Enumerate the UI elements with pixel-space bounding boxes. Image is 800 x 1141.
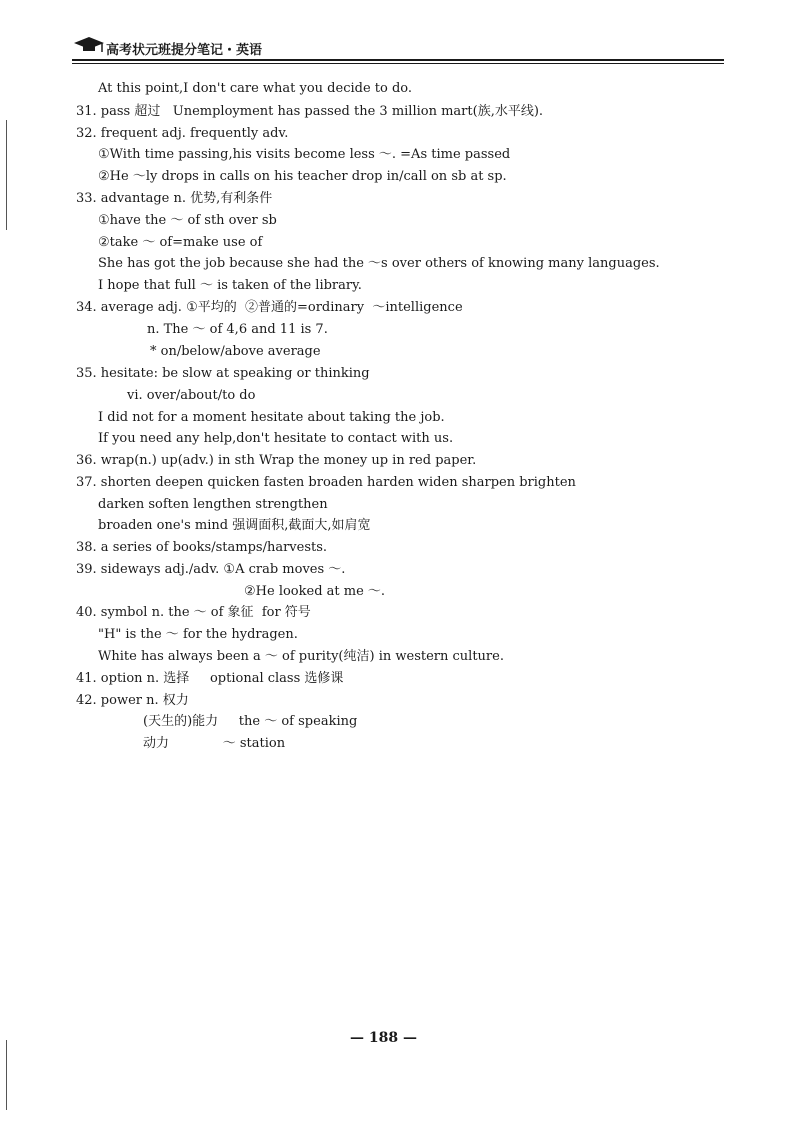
entry-33: 33. advantage n. 优势,有利条件 [76,191,273,206]
text-line: At this point,I don't care what you decide to do. [98,81,413,96]
text-line: "H" is the ～ for the hydragen. [98,627,298,642]
text-line: 动力 ～ station [143,736,286,751]
entry-37: 37. shorten deepen quicken fasten broaden harden widen sharpen brighten [76,475,576,490]
scan-edge-mark [6,1040,7,1110]
text-line: She has got the job because she had the ～s over others of knowing many languages. [98,256,660,271]
text-line: (天生的)能力 the ～ of speaking [143,714,358,729]
text-line: I hope that full ～ is taken of the library. [98,278,362,293]
text-line: darken soften lengthen strengthen [98,497,328,512]
entry-34: 34. average adj. ①平均的 ②普通的=ordinary ～intelligence [76,300,463,315]
entry-36: 36. wrap(n.) up(adv.) in sth Wrap the money up in red paper. [76,453,477,468]
text-line: ①have the ～ of sth over sb [98,213,277,228]
entry-41: 41. option n. 选择 optional class 选修课 [76,671,344,686]
entry-39: 39. sideways adj./adv. ①A crab moves ～. [76,562,346,577]
scan-edge-mark [6,120,7,230]
entry-42: 42. power n. 权力 [76,693,189,708]
text-line: ②He ～ly drops in calls on his teacher drop in/call on sb at sp. [98,169,507,184]
entry-31: 31. pass 超过 Unemployment has passed the 3 million mart(族,水平线). [76,104,544,119]
page-number: — 188 — [350,1030,417,1046]
entry-38: 38. a series of books/stamps/harvests. [76,540,328,555]
text-line: * on/below/above average [150,344,321,359]
graduation-cap-icon [72,34,106,54]
text-line: I did not for a moment hesitate about taking the job. [98,410,445,425]
header-rule-thin [72,63,724,64]
text-line: ②take ～ of=make use of [98,235,263,250]
entry-40: 40. symbol n. the ～ of 象征 for 符号 [76,605,311,620]
header-rule [72,59,724,61]
entry-32: 32. frequent adj. frequently adv. [76,126,289,141]
text-line: ①With time passing,his visits become less ～. =As time passed [98,147,511,162]
running-header [72,34,724,62]
text-line: ②He looked at me ～. [244,584,386,599]
text-line: broaden one's mind 强调面积,截面大,如肩宽 [98,518,371,533]
text-line: vi. over/about/to do [127,388,256,403]
header-title: 高考状元班提分笔记・英语 [106,43,263,58]
entry-35: 35. hesitate: be slow at speaking or thinking [76,366,370,381]
text-line: n. The ～ of 4,6 and 11 is 7. [147,322,328,337]
text-line: If you need any help,don't hesitate to contact with us. [98,431,454,446]
text-line: White has always been a ～ of purity(纯洁) in western culture. [98,649,504,664]
